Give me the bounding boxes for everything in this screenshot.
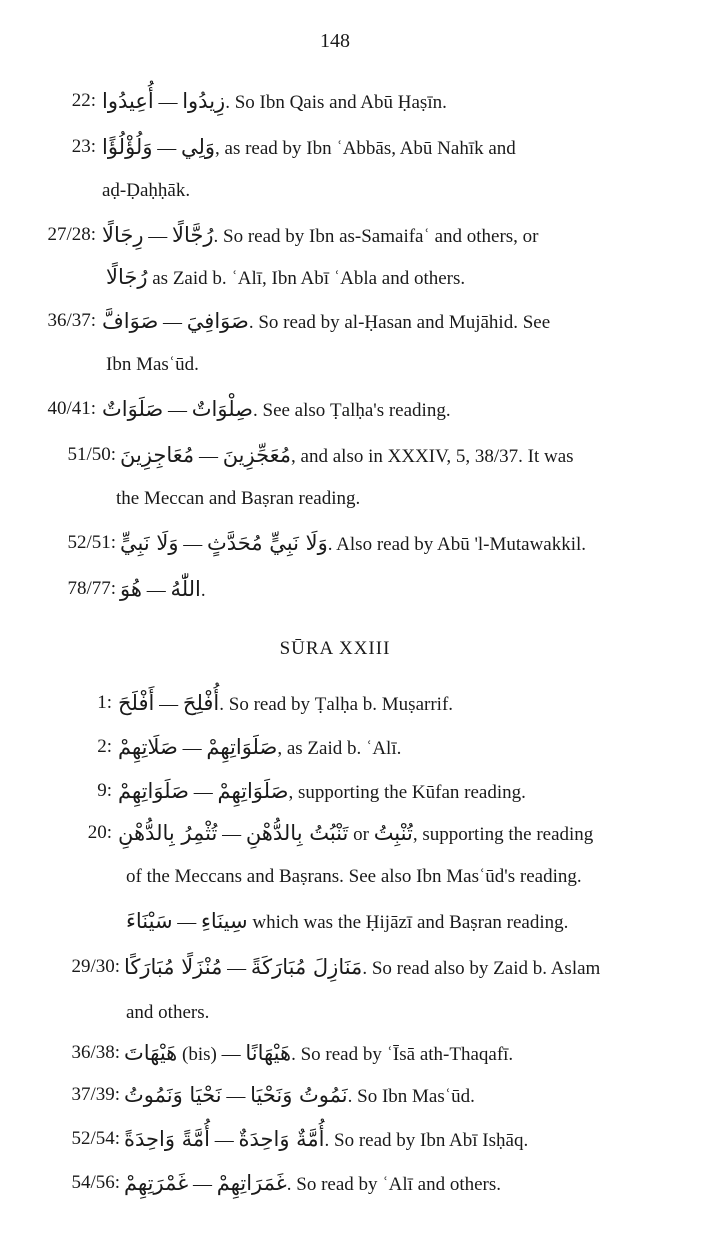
commentary-text: . See also Ṭalḥa's reading. xyxy=(253,400,451,421)
arabic-reading: نَحْيَا وَنَمُوتُ xyxy=(124,1083,222,1107)
verse-number: 40/41 xyxy=(47,398,91,419)
verse-number: 78/77 xyxy=(67,578,111,599)
arabic-variant: أُمَّةٌ وَاحِدَةٌ xyxy=(238,1127,325,1151)
commentary-text: . So read also by Zaid b. Aslam xyxy=(362,958,601,979)
commentary-text: . So read by Ibn as-Samaifaʿ and others, or xyxy=(213,226,539,247)
arabic-variant: صَوَافِيَ xyxy=(186,309,249,333)
commentary-text: . So read by ʿĪsā ath-Thaqafī. xyxy=(291,1044,514,1065)
arabic-reading: رِجَالًا xyxy=(102,223,144,247)
arabic-reading: هَيْهَاتَ xyxy=(124,1041,178,1065)
arabic-variant: رُجَّالًا xyxy=(172,223,214,247)
arabic-reading: صَلَاتِهِمْ xyxy=(118,735,178,759)
arabic-variant: صَلَوَاتِهِمْ xyxy=(217,779,289,803)
arabic-variant: نَمُوتُ وَنَحْيَا xyxy=(250,1083,348,1107)
verse-number: 52/51 xyxy=(67,532,111,553)
arabic-reading: مُعَاجِزِينَ xyxy=(120,443,195,467)
commentary-text: . So read by Ibn Abī Isḥāq. xyxy=(324,1130,529,1151)
arabic-variant: سِينَاءِ xyxy=(201,909,248,933)
arabic-reading: وَلَا نَبِيٍّ xyxy=(120,531,179,555)
arabic-reading: أُعِيدُوا xyxy=(102,89,154,113)
arabic-variant: وَلِي xyxy=(180,135,216,159)
arabic-reading: سَيْنَاءَ xyxy=(126,909,173,933)
arabic-reading: مُنْزَلًا مُبَارَكًا xyxy=(124,955,223,979)
arabic-reading: صَلَوَاتِهِمْ xyxy=(118,779,189,803)
verse-number: 37/39 xyxy=(71,1084,115,1105)
verse-number: 1 xyxy=(97,692,107,713)
commentary-text: , as Zaid b. ʿAlī. xyxy=(277,738,402,759)
arabic-reading: أَفْلَحَ xyxy=(118,691,155,715)
arabic-variant: صَلَوَاتِهِمْ xyxy=(206,735,278,759)
continuation-line: aḍ-Ḍaḥḥāk. xyxy=(102,180,191,201)
arabic-variant: مُعَجِّزِينَ xyxy=(222,443,292,467)
arabic-variant: مَنَازِلَ مُبَارَكَةً xyxy=(250,955,363,979)
verse-number: 51/50 xyxy=(67,444,111,465)
continuation-line: of the Meccans and Baṣrans. See also Ibn Masʿūd's reading. xyxy=(126,866,582,887)
verse-number: 22 xyxy=(71,90,91,111)
continuation-line: the Meccan and Baṣran reading. xyxy=(116,488,361,509)
verse-number: 23 xyxy=(71,136,91,157)
commentary-text: . So Ibn Qais and Abū Ḥaṣīn. xyxy=(225,92,447,113)
arabic-variant: صِلْوَاتٌ xyxy=(191,397,253,421)
arabic-reading: وَلُؤْلُؤًا xyxy=(102,135,153,159)
commentary-text: , and also in XXXIV, 5, 38/37. It was xyxy=(291,446,574,467)
arabic-reading: تُثْمِرُ بِالدُّهْنِ xyxy=(118,821,218,845)
page-number: 148 xyxy=(320,30,350,52)
verse-number: 36/37 xyxy=(47,310,91,331)
arabic-variant: أُفْلِحَ xyxy=(182,691,220,715)
commentary-text: , supporting the Kūfan reading. xyxy=(288,782,526,803)
arabic-reading: هُوَ xyxy=(120,577,142,601)
verse-number: 2 xyxy=(97,736,107,757)
arabic-variant: وَلَا نَبِيٍّ مُحَدَّثٍ xyxy=(206,531,328,555)
section-heading: SŪRA XXIII xyxy=(279,638,391,659)
verse-number: 20 xyxy=(87,822,107,843)
continuation-line: Ibn Masʿūd. xyxy=(106,354,199,375)
commentary-text: . xyxy=(200,580,206,601)
arabic-variant: رُجَالًا xyxy=(106,265,148,289)
continuation-line: رُجَالًا as Zaid b. ʿAlī, Ibn Abī ʿAbla and others. xyxy=(106,265,466,289)
arabic-variant: اللّٰهُ xyxy=(170,577,201,601)
commentary-text: . So Ibn Masʿūd. xyxy=(347,1086,475,1107)
arabic-variant-alt: تُنْبِتُ xyxy=(373,821,413,845)
verse-number: 54/56 xyxy=(71,1172,115,1193)
arabic-reading: غَمْرَتِهِمْ xyxy=(124,1171,189,1195)
commentary-text: . So read by al-Ḥasan and Mujāhid. See xyxy=(248,312,551,333)
commentary-text: , as read by Ibn ʿAbbās, Abū Nahīk and xyxy=(215,138,516,159)
verse-number: 9 xyxy=(97,780,107,801)
continuation-line: سَيْنَاءَ — سِينَاءِ which was the Ḥijāzī and Baṣran reading. xyxy=(126,909,569,933)
commentary-text: . Also read by Abū 'l-Mutawakkil. xyxy=(327,534,587,555)
verse-number: 36/38 xyxy=(71,1042,115,1063)
arabic-variant: زِيدُوا xyxy=(182,89,226,113)
verse-number: 29/30 xyxy=(71,956,115,977)
arabic-variant: تَنْبُتُ بِالدُّهْنِ xyxy=(245,821,349,845)
continuation-line: and others. xyxy=(126,1002,210,1023)
arabic-variant: غَمَرَاتِهِمْ xyxy=(216,1171,287,1195)
arabic-reading: صَلَوَاتٌ xyxy=(102,397,164,421)
arabic-reading: أُمَّةً وَاحِدَةً xyxy=(124,1127,210,1151)
arabic-reading: صَوَافَّ xyxy=(102,309,159,333)
commentary-text: . So read by Ṭalḥa b. Muṣarrif. xyxy=(219,694,454,715)
verse-number: 27/28 xyxy=(47,224,91,245)
arabic-variant: هَيْهَانًا xyxy=(245,1041,292,1065)
verse-number: 52/54 xyxy=(71,1128,115,1149)
commentary-text: , supporting the reading xyxy=(412,824,594,845)
commentary-text: . So read by ʿAlī and others. xyxy=(286,1174,501,1195)
